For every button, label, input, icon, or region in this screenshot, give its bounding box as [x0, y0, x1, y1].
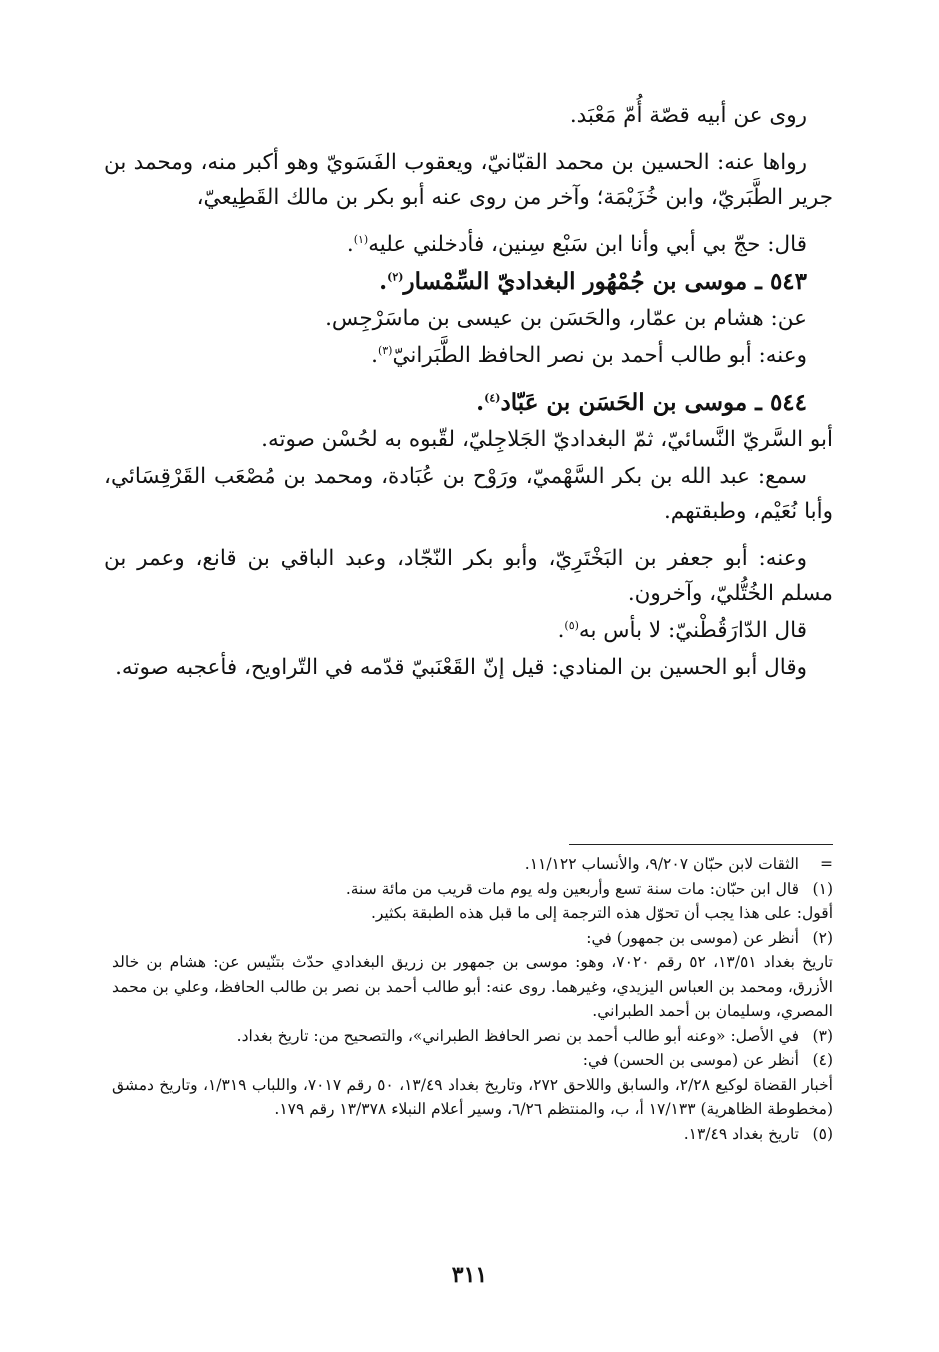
continuation-text: الثقات لابن حبّان ٩/٢٠٧، والأنساب ١١/١٢٢. — [524, 855, 799, 873]
footnote-3 — [112, 1024, 833, 1049]
footnote-1-text: قال ابن حبّان: مات سنة تسع وأربعين وله يوم مات قريب من مائة سنة. — [345, 879, 799, 898]
footnote-ref-1: (١) — [353, 232, 369, 246]
paragraph-5-text: وعنه: أبو طالب أحمد بن نصر الحافظ الطَّبَرانيّ — [392, 343, 807, 368]
footnote-ref-4: (٤) — [484, 391, 501, 405]
paragraph-10: وقال أبو الحسين بن المنادي: قيل إنّ القَعْنَبيّ قدّمه في التّراويح، فأعجبه صوته. — [115, 655, 807, 680]
page-number: ٣١١ — [451, 1262, 488, 1288]
entry-title-544-end: . — [476, 389, 485, 416]
footnote-1-mark: (١) — [812, 879, 833, 898]
paragraph-3 — [104, 227, 833, 262]
footnote-2-text: أنظر عن (موسى بن جمهور) في: — [586, 928, 799, 947]
footnote-5-mark: (٥) — [812, 1124, 833, 1143]
footnote-ref-5: (٥) — [564, 618, 579, 632]
entry-title-544 — [104, 385, 833, 420]
footnotes — [112, 852, 833, 1146]
entry-title-543 — [104, 264, 833, 299]
footnote-separator — [569, 844, 833, 845]
footnote-4-extra: أخبار القضاة لوكيع ٢/٢٨، والسابق واللاحق ٢٧٢، وتاريخ بغداد ١٣/٤٩، ٥٠ رقم ٧٠١٧، واللباب ١/٣١٩، وتاريخ دمشق (مخطوطة الظاهرية) ١٧/١٣٣ أ، ب، والمنتظم ٦/٢٦، وسير أعلام النبلاء ١٣/٣٧٨ رقم ١٧٩. — [112, 1075, 833, 1118]
footnote-4-text: أنظر عن (موسى بن الحسن) في: — [582, 1051, 799, 1069]
paragraph-8: وعنه: أبو جعفر بن البَخْتَرِيّ، وأبو بكر النّجّاد، وعبد الباقي بن قانع، وعمر بن مسلم الخُتُّليّ، وآخرون. — [104, 546, 833, 606]
main-text — [104, 98, 833, 697]
footnote-5 — [112, 1122, 833, 1147]
footnote-2 — [112, 926, 833, 951]
footnote-1 — [112, 877, 833, 902]
footnote-4 — [112, 1048, 833, 1073]
footnote-2-extra: تاريخ بغداد ١٣/٥١، ٥٢ رقم ٧٠٢٠، وهو: موسى بن جمهور بن زريق البغدادي حدّث بتنّيس عن: هشام بن خالد الأزرق، ومحمد بن العباس اليزيدي، وغيرهما. روى عنه: أبو طالب أحمد بن نصر بن طالب الحافظ، وعلي بن محمد المصري، وسليمان بن أحمد الطبراني. — [112, 953, 833, 1020]
paragraph-4: عن: هشام بن عمّار، والحَسَن بن عيسى بن ماسَرْجِس. — [325, 306, 807, 331]
paragraph-7: سمع: عبد الله بن بكر السَّهْميّ، ورَوْح بن عُبَادة، ومحمد بن مُصْعَب القَرْقِسَائي، وأبا نُعَيْم، وطبقتهم. — [104, 464, 833, 524]
footnote-ref-2: (٢) — [387, 270, 404, 284]
paragraph-9 — [104, 613, 833, 648]
footnote-4-mark: (٤) — [812, 1051, 833, 1069]
footnote-ref-3: (٣) — [377, 343, 393, 357]
continuation-mark: = — [820, 855, 833, 873]
paragraph-9-end: . — [557, 618, 565, 643]
entry-title-543-end: . — [379, 268, 388, 295]
footnote-2-mark: (٢) — [812, 928, 833, 947]
footnote-5-text: تاريخ بغداد ١٣/٤٩. — [683, 1124, 799, 1143]
paragraph-1: روى عن أبيه قصّة أُمّ مَعْبَد. — [569, 103, 807, 128]
paragraph-3-text: قال: حجّ بي أبي وأنا ابن سَبْع سِنين، فأدخلني عليه — [368, 232, 807, 257]
entry-title-543-text: ٥٤٣ ـ موسى بن جُمْهُور البغداديّ السِّمْسار — [403, 268, 807, 295]
footnote-continuation — [112, 852, 833, 877]
footnote-1-extra: أقول: على هذا يجب أن تحوّل هذه الترجمة إلى ما قبل هذه الطبقة بكثير. — [370, 904, 833, 922]
paragraph-2: رواها عنه: الحسين بن محمد القبّانيّ، ويعقوب الفَسَويّ وهو أكبر منه، ومحمد بن جرير الطَّبَريّ، وابن خُزَيْمَة؛ وآخر من روى عنه أبو بكر بن مالك القَطِيعيّ، — [104, 150, 833, 210]
entry-title-544-text: ٥٤٤ ـ موسى بن الحَسَن بن عَبّاد — [500, 389, 807, 416]
paragraph-5 — [104, 338, 833, 373]
paragraph-3-end: . — [346, 232, 354, 257]
paragraph-5-end: . — [371, 343, 378, 368]
footnote-3-text: في الأصل: «وعنه أبو طالب أحمد بن نصر الحافظ الطبراني»، والتصحيح من: تاريخ بغداد. — [236, 1026, 799, 1045]
paragraph-6: أبو السَّريّ النَّسائيّ، ثمّ البغداديّ الجَلاجِليّ، لقّبوه به لحُسْن صوته. — [261, 427, 833, 452]
footnote-3-mark: (٣) — [812, 1026, 833, 1045]
paragraph-9-text: قال الدّارَقُطْنيّ: لا بأس به — [578, 618, 807, 643]
